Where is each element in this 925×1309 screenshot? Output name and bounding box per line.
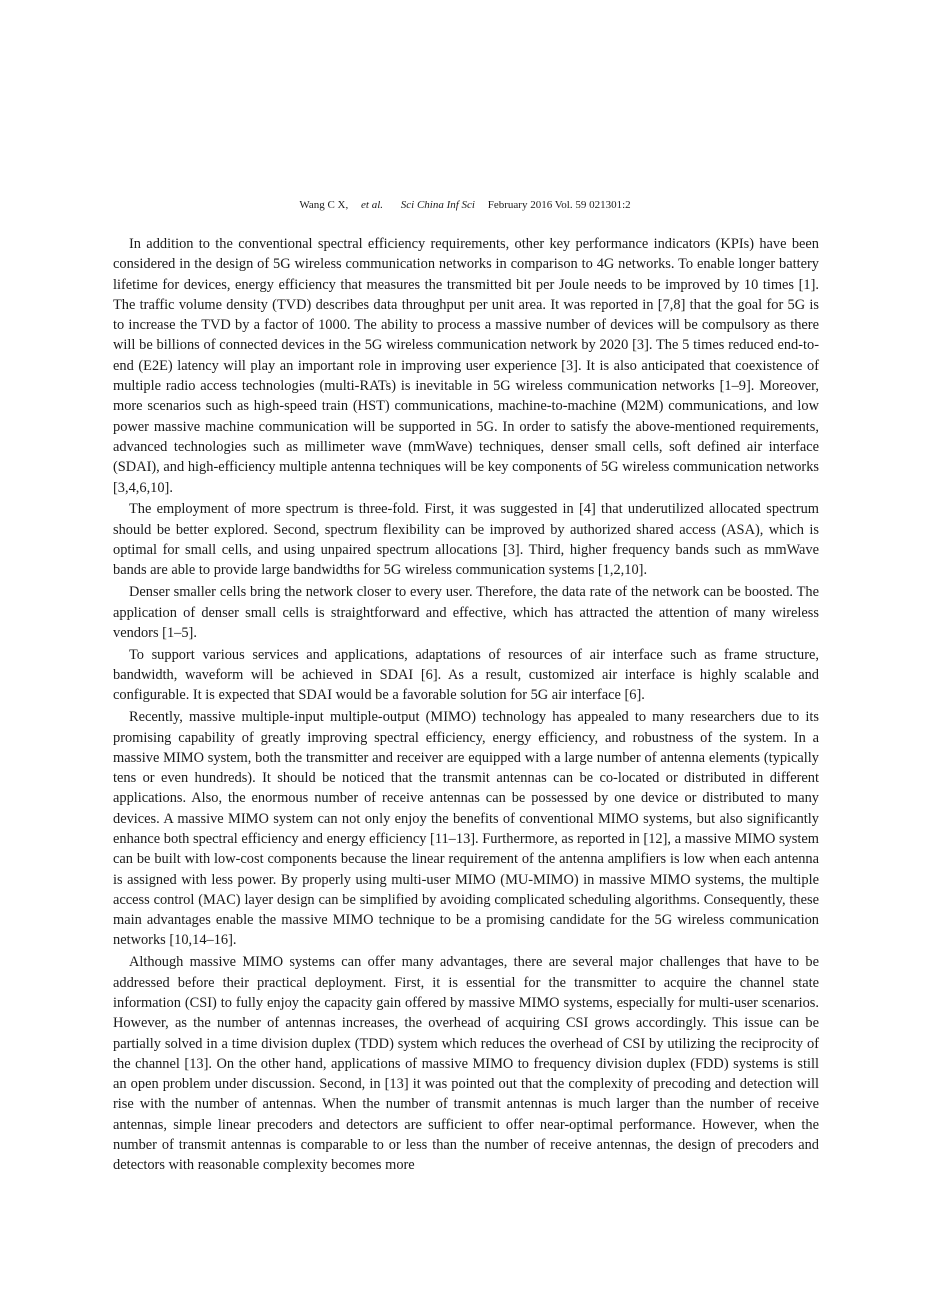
body-text — [113, 234, 819, 1177]
paragraph: Recently, massive multiple-input multiple-output (MIMO) technology has appealed to many researchers due to its promising capability of greatly improving spectral efficiency, energy efficiency, and robustness of the system. In a massive MIMO system, both the transmitter and receiver are equipped with a large number of antenna elements (typically tens or even hundreds). It should be noticed that the transmit antennas can be co-located or distributed in different applications. Also, the enormous number of receive antennas can be possessed by one device or distributed to many devices. A massive MIMO system can not only enjoy the benefits of conventional MIMO systems, but also significantly enhance both spectral efficiency and energy efficiency [11–13]. Furthermore, as reported in [12], a massive MIMO system can be built with low-cost components because the linear requirement of the antenna amplifiers is low when each antenna is assigned with less power. By properly using multi-user MIMO (MU-MIMO) in massive MIMO systems, the multiple access control (MAC) layer design can be simplified by avoiding complicated scheduling algorithms. Consequently, these main advantages enable the massive MIMO technique to be a promising candidate for the 5G wireless communication networks [10,14–16]. — [113, 709, 819, 949]
paragraph: Denser smaller cells bring the network closer to every user. Therefore, the data rate of the network can be boosted. The application of denser small cells is straightforward and effective, which has attracted the attention of many wireless vendors [1–5]. — [113, 584, 819, 641]
paragraph: The employment of more spectrum is three-fold. First, it was suggested in [4] that underutilized allocated spectrum should be better explored. Second, spectrum flexibility can be improved by authorized shared access (ASA), which is optimal for small cells, and using unpaired spectrum allocations [3]. Third, higher frequency bands such as mmWave bands are able to provide large bandwidths for 5G wireless communication systems [1,2,10]. — [113, 501, 819, 579]
header-authors: Wang C X, et al. — [299, 199, 383, 211]
header-journal: Sci China Inf Sci — [400, 199, 475, 211]
header-issue: February 2016 Vol. 59 021301:2 — [487, 199, 631, 211]
paragraph: Although massive MIMO systems can offer many advantages, there are several major challenges that have to be addressed before their practical deployment. First, it is essential for the transmitter to acquire the channel state information (CSI) to fully enjoy the capacity gain offered by massive MIMO systems, especially for multi-user scenarios. However, as the number of antennas increases, the overhead of acquiring CSI grows accordingly. This issue can be partially solved in a time division duplex (TDD) system which reduces the overhead of CSI by utilizing the reciprocity of the channel [13]. On the other hand, applications of massive MIMO to frequency division duplex (FDD) systems is still an open problem under discussion. Second, in [13] it was pointed out that the complexity of precoding and detection will rise with the number of antennas. When the number of transmit antennas is much larger than the number of receive antennas, simple linear precoders and detectors are sufficient to offer near-optimal performance. However, when the number of transmit antennas is comparable to or less than the number of receive antennas, the design of precoders and detectors with reasonable complexity becomes more — [113, 954, 819, 1174]
paragraph: To support various services and applications, adaptations of resources of air interface such as frame structure, bandwidth, waveform will be achieved in SDAI [6]. As a result, customized air interface is highly scalable and configurable. It is expected that SDAI would be a favorable solution for 5G air interface [6]. — [113, 646, 819, 704]
paragraph: In addition to the conventional spectral efficiency requirements, other key performance indicators (KPIs) have been considered in the design of 5G wireless communication networks in comparison to 4G networks. To enable longer battery lifetime for devices, energy efficiency that measures the transmitted bit per Joule needs to be improved by 10 times [1]. The traffic volume density (TVD) describes data throughput per unit area. It was reported in [7,8] that the goal for 5G is to increase the TVD by a factor of 1000. The ability to process a massive number of devices will be compulsory as there will be billions of connected devices in the 5G wireless communication network by 2020 [3]. The 5 times reduced end-to-end (E2E) latency will play an important role in improving user experience [3]. It is also anticipated that coexistence of multiple radio access technologies (multi-RATs) is inevitable in 5G wireless communication networks [1–9]. Moreover, more scenarios such as high-speed train (HST) communications, machine-to-machine (M2M) communications, and low power massive machine communication will be supported in 5G. In order to satisfy the above-mentioned requirements, advanced technologies such as millimeter wave (mmWave) techniques, denser small cells, soft defined air interface (SDAI), and high-efficiency multiple antenna techniques will be key components of 5G wireless communication networks [3,4,6,10]. — [113, 236, 819, 496]
running-head — [0, 199, 925, 211]
